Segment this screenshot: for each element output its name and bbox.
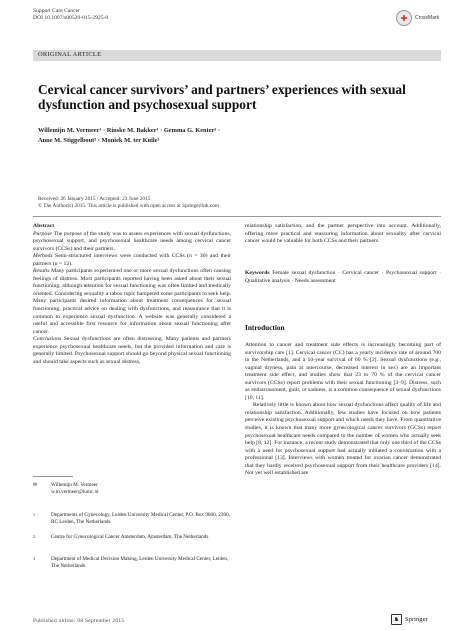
purpose-label: Purpose <box>33 230 52 237</box>
affiliation-3 <box>33 556 231 569</box>
envelope-icon: ✉ <box>33 482 38 488</box>
conclusions-text: Sexual dysfunctions are often distressing. Many patients and partners experience psychosexual healthcare needs, but the provided information and care is generally limited. Psychosexual support should go beyond physical sexual functioning and should take aspects such as sexual distress, <box>33 336 231 365</box>
article-title: Cervical cancer survivors’ and partners’ experiences with sexual dysfunction and psychosexual support <box>38 82 406 113</box>
abstract-purpose <box>33 231 231 254</box>
keywords-block <box>245 270 441 285</box>
received-accepted: Received: 26 January 2015 / Accepted: 23 June 2015 <box>38 196 151 202</box>
springer-horse-icon: ♞ <box>391 614 402 625</box>
introduction-body <box>245 342 441 478</box>
abstract-continued <box>245 223 441 246</box>
affiliation-1 <box>33 512 231 525</box>
journal-name: Support Care Cancer <box>33 8 80 14</box>
publisher-name: Springer <box>405 616 428 623</box>
divider-line <box>33 216 441 217</box>
abstract-conclusions <box>33 336 231 366</box>
purpose-text: The purpose of the study was to assess experiences with sexual dysfunctions, psychosexual support, and psychosexual healthcare needs among cervical cancer survivors (CCSs) and their partners. <box>33 230 231 252</box>
footnote-rule <box>33 476 73 477</box>
authors-line-2: Anne M. Stiggelbout³ · Moniek M. ter Kuile¹ <box>38 137 160 144</box>
abstract-results <box>33 268 231 336</box>
abstract-heading: Abstract <box>33 223 55 229</box>
article-dates <box>38 196 438 210</box>
abstract-methods <box>33 253 231 268</box>
corresponding-email[interactable]: w.m.vermeer@lumc.nl <box>51 488 99 495</box>
publisher-logo <box>391 614 428 625</box>
author-list <box>38 126 438 146</box>
crossmark-badge[interactable] <box>396 9 440 27</box>
results-label: Results <box>33 268 50 275</box>
methods-label: Methods <box>33 253 53 260</box>
journal-header <box>33 8 108 23</box>
affiliation-2 <box>33 534 231 541</box>
corresponding-name: Willemijn M. Vermeer <box>51 482 98 488</box>
doi: DOI 10.1007/s00520-015-2925-0 <box>33 15 109 22</box>
abstract-continued-text: relationship satisfaction, and the partner perspective into account. Additionally, offering more practical and reassuring information about sexuality after cervical cancer would be valuable for both CCSs and their partners. <box>245 223 441 245</box>
affiliation-1-text: Departments of Gynecology, Leiden University Medical Center, P.O. Box 9600, 2300, RC Leiden, The Netherlands <box>51 512 230 525</box>
introduction-heading: Introduction <box>245 323 285 332</box>
published-online: Published online: 08 September 2015 <box>33 618 125 624</box>
section-label: ORIGINAL ARTICLE <box>38 51 102 58</box>
affiliation-3-number: 3 <box>33 556 36 561</box>
abstract-block <box>33 223 231 366</box>
results-text: Many participants experienced one or more sexual dysfunctions often causing feelings of distress. Most participants reported having been asked about their sexual functioning, although attention for sexual functioning was often limited and medically oriented. Considering sexuality a taboo topic hampered some participants to seek help. Many participants desired information about treatment consequences for sexual functioning, practical advice on dealing with dysfunctions, and reassurance that it is common to experience sexual dysfunction. A website was generally considered a useful and accessible first resource for information about sexual functioning after cancer. <box>33 268 231 335</box>
affiliation-2-text: Centre for Gynecological Cancer Amsterdam, Amsterdam, The Netherlands <box>51 534 209 540</box>
authors-line-1: Willemijn M. Vermeer¹ · Rinske M. Bakker¹ · Gemma G. Kenter² · <box>38 127 221 134</box>
conclusions-label: Conclusions <box>33 336 62 343</box>
keywords-label: Keywords <box>245 270 270 276</box>
methods-text: Semi-structured interviews were conducted with CCSs (n = 30) and their partners (n = 12). <box>33 253 231 267</box>
affiliation-1-number: 1 <box>33 512 36 517</box>
affiliation-2-number: 2 <box>33 534 36 539</box>
crossmark-icon: ✚ <box>396 10 412 26</box>
crossmark-label: CrossMark <box>415 15 440 21</box>
corresponding-author <box>33 482 231 495</box>
copyright-notice: © The Author(s) 2015. This article is published with open access at Springerlink.com <box>38 203 219 210</box>
keywords-text: Female sexual dysfunction · Cervical cancer · Psychosexual support · Qualitative analysis · Needs assessment <box>245 270 441 284</box>
intro-paragraph-2: Relatively little is known about how sexual dysfunctions affect quality of life and relationship satisfaction. Additionally, few studies have focused on how patients perceive existing psychosexual support and which needs they have. From quantitative studies, it is known that many more gynecological cancer survivors (GCSs) report psychosexual healthcare needs compared to the number of women who actually seek help [8, 12]. For instance, a recent study demonstrated that only one third of the CCSs with a need for psychosexual support had actually initiated a conversation with a professional [13]. Interviews with women treated for ovarian cancer demonstrated that they hardly received psychosexual support from their healthcare providers [14]. Not yet well established are <box>245 402 441 477</box>
affiliation-3-text: Department of Medical Decision Making, Leiden University Medical Center, Leiden, The Netherlands <box>51 556 229 569</box>
intro-paragraph-1: Attention to cancer and treatment side effects is increasingly becoming part of survivorship care [1]. Cervical cancer (CC) has a yearly incidence rate of around 700 in the Netherlands, and a 10-year survival of 60 % [2]. Sexual dysfunctions (e.g., vaginal dryness, pain at intercourse, decreased interest in sex) are an important treatment side effect, and studies show that 23 to 70 % of the cervical cancer survivors (CCSs) report problems with their sexual functioning [3–9]. Distress, such as embarrassment, guilt, or sadness, is a common consequence of sexual dysfunctions [10, 11]. <box>245 342 441 401</box>
section-banner <box>33 50 441 61</box>
